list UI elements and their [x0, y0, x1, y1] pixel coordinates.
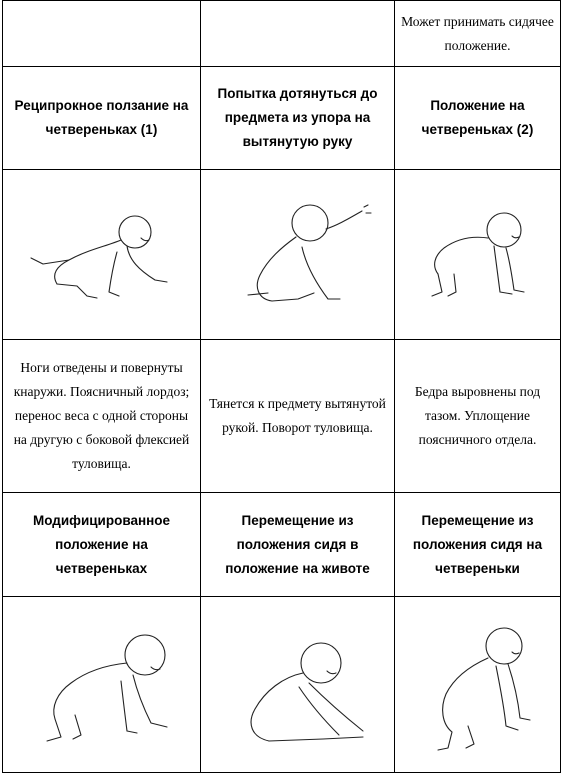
heading-reaching: Попытка дотянуться до предмета из упора на вытянутую руку [201, 67, 395, 170]
illustration-cell [201, 170, 395, 340]
illustration-cell [201, 597, 395, 773]
positions-table [2, 0, 561, 773]
all-fours-baby-illustration [408, 200, 548, 310]
illustration-cell [3, 597, 201, 773]
crawling-baby-illustration [17, 200, 187, 310]
empty-cell [201, 1, 395, 67]
table-row [3, 170, 561, 340]
description-reaching: Тянется к предмету вытянутой рукой. Поворот туловища. [201, 340, 395, 493]
illustration-cell [395, 597, 561, 773]
description-all-fours: Бедра выровнены под тазом. Уплощение поясничного отдела. [395, 340, 561, 493]
table-row [3, 493, 561, 597]
modified-all-fours-baby-illustration [17, 615, 187, 755]
table-row [3, 67, 561, 170]
heading-sit-to-prone: Перемещение из положения сидя в положение на животе [201, 493, 395, 597]
reaching-baby-illustration [218, 195, 378, 315]
heading-all-fours: Положение на четвереньках (2) [395, 67, 561, 170]
sitting-note: Может принимать сидячее положение. [395, 1, 561, 67]
illustration-cell [395, 170, 561, 340]
description-reciprocal-crawling: Ноги отведены и повернуты кнаружи. Поясничный лордоз; перенос веса с одной стороны на другую с боковой флексией туловища. [3, 340, 201, 493]
table-row [3, 1, 561, 67]
empty-cell [3, 1, 201, 67]
table-row [3, 340, 561, 493]
heading-reciprocal-crawling: Реципрокное ползание на четвереньках (1) [3, 67, 201, 170]
heading-sit-to-all-fours: Перемещение из положения сидя на четвереньки [395, 493, 561, 597]
illustration-cell [3, 170, 201, 340]
sit-to-prone-baby-illustration [213, 615, 383, 755]
heading-modified-all-fours: Модифицированное положение на четвереньках [3, 493, 201, 597]
table-row [3, 597, 561, 773]
sit-to-all-fours-baby-illustration [408, 610, 548, 760]
